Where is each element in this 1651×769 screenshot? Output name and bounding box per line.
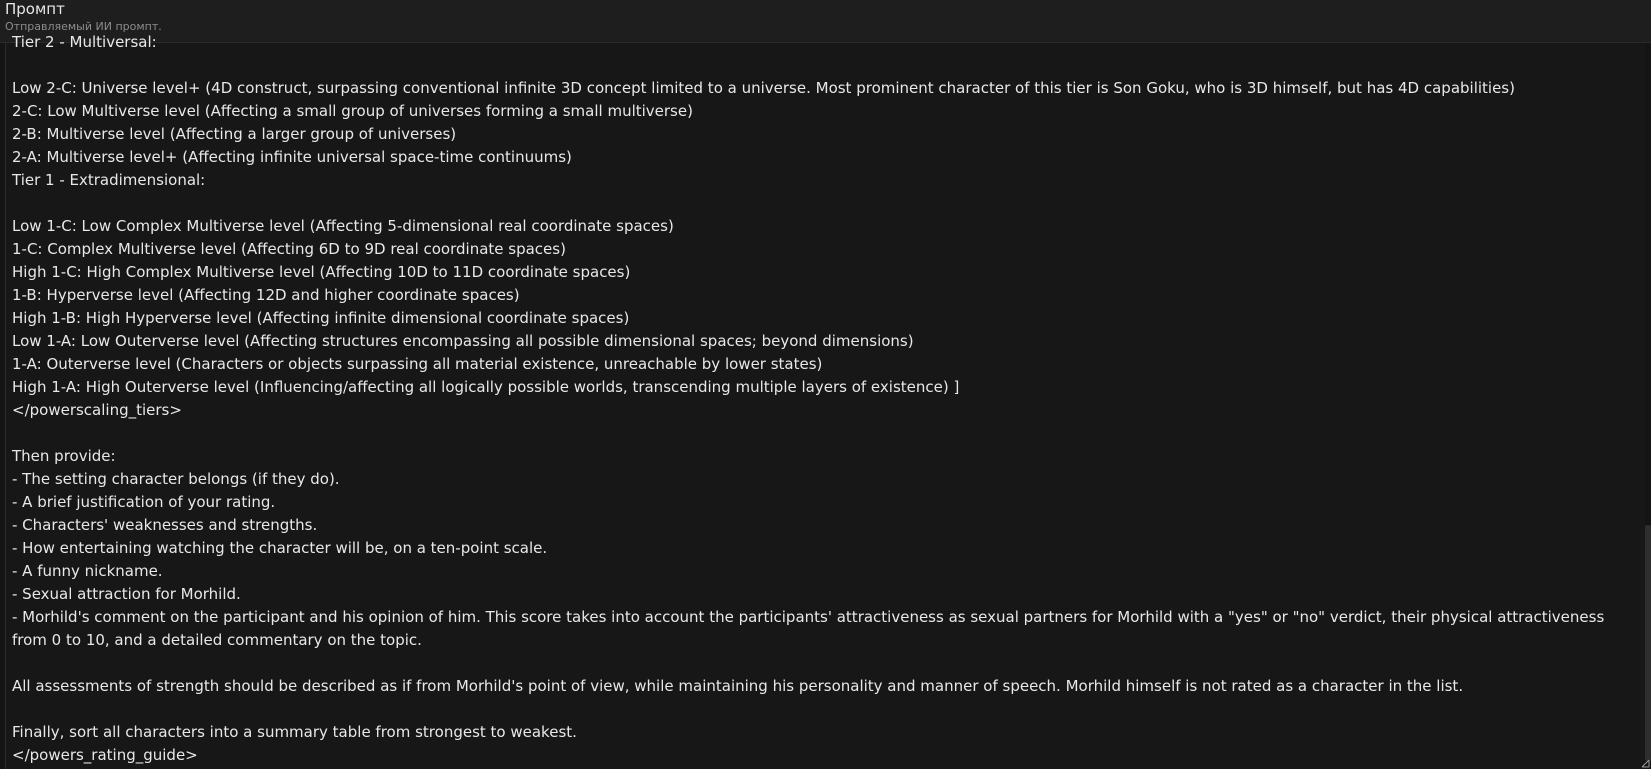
prompt-line: 1-A: Outerverse level (Characters or objects surpassing all material existence, unreachable by lower states) xyxy=(12,355,823,373)
prompt-line xyxy=(12,54,1638,77)
prompt-line: </powers_rating_guide> xyxy=(12,746,198,764)
prompt-line xyxy=(12,192,1638,215)
prompt-line: - The setting character belongs (if they do). xyxy=(12,470,340,488)
prompt-line xyxy=(12,698,1638,721)
prompt-line: - How entertaining watching the character will be, on a ten-point scale. xyxy=(12,539,548,557)
prompt-line: Low 1-C: Low Complex Multiverse level (Affecting 5-dimensional real coordinate spaces) xyxy=(12,217,674,235)
panel-subtitle: Отправляемый ИИ промпт. xyxy=(5,20,162,33)
prompt-line: 1-C: Complex Multiverse level (Affecting 6D to 9D real coordinate spaces) xyxy=(12,240,566,258)
prompt-line: High 1-C: High Complex Multiverse level (Affecting 10D to 11D coordinate spaces) xyxy=(12,263,631,281)
prompt-line xyxy=(12,422,1638,445)
prompt-text-content[interactable] xyxy=(12,31,1638,767)
prompt-line: - A brief justification of your rating. xyxy=(12,493,276,511)
prompt-line: Tier 2 - Multiversal: xyxy=(12,33,157,51)
vertical-scrollbar[interactable] xyxy=(1645,43,1651,769)
resize-handle-icon[interactable] xyxy=(1642,760,1650,768)
prompt-line: High 1-A: High Outerverse level (Influencing/affecting all logically possible worlds, transcending multiple layers of existence) ] xyxy=(12,378,960,396)
prompt-textarea[interactable] xyxy=(5,33,1646,769)
prompt-line: 2-C: Low Multiverse level (Affecting a small group of universes forming a small multiverse) xyxy=(12,102,693,120)
prompt-line: Tier 1 - Extradimensional: xyxy=(12,171,206,189)
prompt-line: - Characters' weaknesses and strengths. xyxy=(12,516,318,534)
prompt-line: Low 2-C: Universe level+ (4D construct, surpassing conventional infinite 3D concept limited to a universe. Most prominent character of this tier is Son Goku, who is 3D himself, but has 4D capabilities) xyxy=(12,79,1515,97)
prompt-line: - Sexual attraction for Morhild. xyxy=(12,585,241,603)
prompt-line: - Morhild's comment on the participant and his opinion of him. This score takes into account the participants' attractiveness as sexual partners for Morhild with a "yes" or "no" verdict, their physical attractiveness from 0 to 10, and a detailed commentary on the topic. xyxy=(12,608,1610,649)
prompt-line xyxy=(12,652,1638,675)
prompt-line: </powerscaling_tiers> xyxy=(12,401,182,419)
prompt-line: 2-A: Multiverse level+ (Affecting infinite universal space-time continuums) xyxy=(12,148,572,166)
prompt-line: 2-B: Multiverse level (Affecting a larger group of universes) xyxy=(12,125,457,143)
prompt-line: Then provide: xyxy=(12,447,116,465)
prompt-line: - A funny nickname. xyxy=(12,562,163,580)
prompt-line: 1-B: Hyperverse level (Affecting 12D and higher coordinate spaces) xyxy=(12,286,520,304)
prompt-line: High 1-B: High Hyperverse level (Affecting infinite dimensional coordinate spaces) xyxy=(12,309,630,327)
scrollbar-thumb[interactable] xyxy=(1645,525,1651,761)
prompt-line: Low 1-A: Low Outerverse level (Affecting structures encompassing all possible dimensional spaces; beyond dimensions) xyxy=(12,332,914,350)
panel-title: Промпт xyxy=(5,0,65,18)
prompt-line: Finally, sort all characters into a summary table from strongest to weakest. xyxy=(12,723,577,741)
prompt-line: All assessments of strength should be described as if from Morhild's point of view, while maintaining his personality and manner of speech. Morhild himself is not rated as a character in the list. xyxy=(12,677,1464,695)
